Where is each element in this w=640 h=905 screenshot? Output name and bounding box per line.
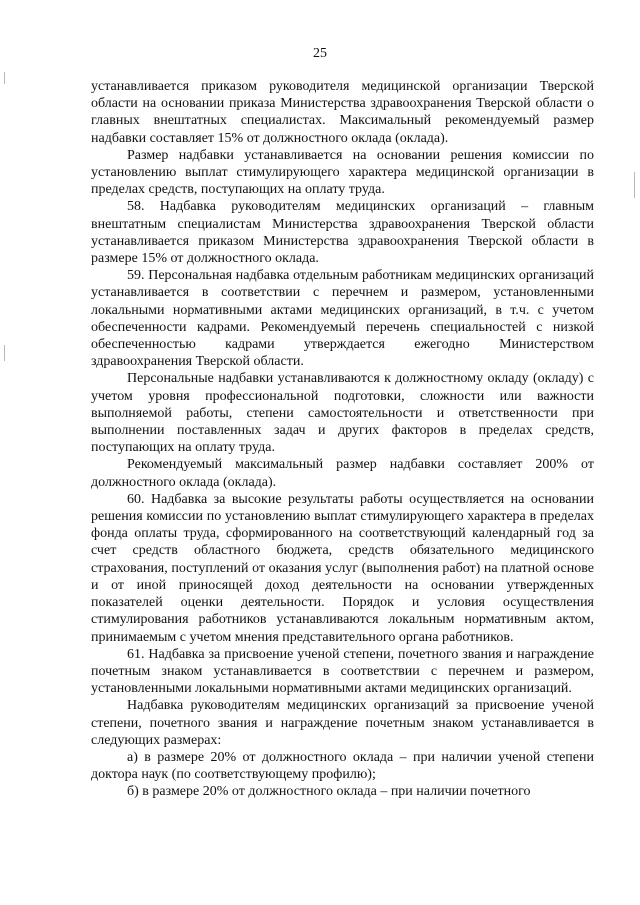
left-margin-mark bbox=[4, 72, 5, 84]
paragraph: б) в размере 20% от должностного оклада – при наличии почетного bbox=[127, 784, 531, 800]
paragraph: 60. Надбавка за высокие результаты работы осуществляется на основании решения комиссии по установлению выплат стимулирующего характера в пределах фонда оплаты труда, сформированного на соответствующий календарный год за счет средств областного бюджета, средств обязательного медицинского страхования, поступлений от оказания услуг (выполнения работ) на платной основе и от иной приносящей доход деятельности на основании утвержденных показателей оценки деятельности. Порядок и условия осуществления стимулирования работников устанавливаются локальным нормативным актом, принимаемым с учетом мнения представительного органа работников. bbox=[91, 491, 594, 645]
left-margin-mark bbox=[4, 345, 5, 361]
paragraph: Размер надбавки устанавливается на основании решения комиссии по установлению выплат стимулирующего характера медицинской организации в пределах средств, поступающих на оплату труда. bbox=[91, 147, 594, 198]
paragraph: 59. Персональная надбавка отдельным работникам медицинских организаций устанавливается в соответствии с перечнем и размером, установленными локальными нормативными актами медицинских организаций, в т.ч. с учетом обеспеченности кадрами. Рекомендуемый перечень специальностей с низкой обеспеченностью кадрами утверждается ежегодно Министерством здравоохранения Тверской области. bbox=[91, 268, 594, 370]
page-number: 25 bbox=[313, 46, 327, 61]
paragraph: 58. Надбавка руководителям медицинских организаций – главным внештатным специалистам Министерства здравоохранения Тверской области устанавливается приказом Министерства здравоохранения Тверской области в размере 15% от должностного оклада. bbox=[91, 199, 594, 267]
document-body bbox=[91, 78, 594, 801]
paragraph: 61. Надбавка за присвоение ученой степени, почетного звания и награждение почетным знаком устанавливается в соответствии с перечнем и размером, установленными локальными нормативными актами медицинских организаций. bbox=[91, 646, 594, 697]
paragraph: Рекомендуемый максимальный размер надбавки составляет 200% от должностного оклада (оклада). bbox=[91, 457, 594, 490]
paragraph: устанавливается приказом руководителя медицинской организации Тверской области на основании приказа Министерства здравоохранения Тверской области о главных внештатных специалистах. Максимальный рекомендуемый размер надбавки составляет 15% от должностного оклада (оклада). bbox=[91, 79, 594, 146]
paragraph: а) в размере 20% от должностного оклада – при наличии ученой степени доктора наук (по соответствующему профилю); bbox=[91, 749, 594, 783]
paragraph: Персональные надбавки устанавливаются к должностному окладу (окладу) с учетом уровня профессиональной подготовки, сложности или важности выполняемой работы, степени самостоятельности и ответственности при выполнении поставленных задач и других факторов в пределах средств, поступающих на оплату труда. bbox=[91, 371, 594, 456]
right-margin-mark bbox=[634, 172, 635, 198]
paragraph: Надбавка руководителям медицинских организаций за присвоение ученой степени, почетного звания и награждение почетным знаком устанавливается в следующих размерах: bbox=[91, 698, 594, 748]
